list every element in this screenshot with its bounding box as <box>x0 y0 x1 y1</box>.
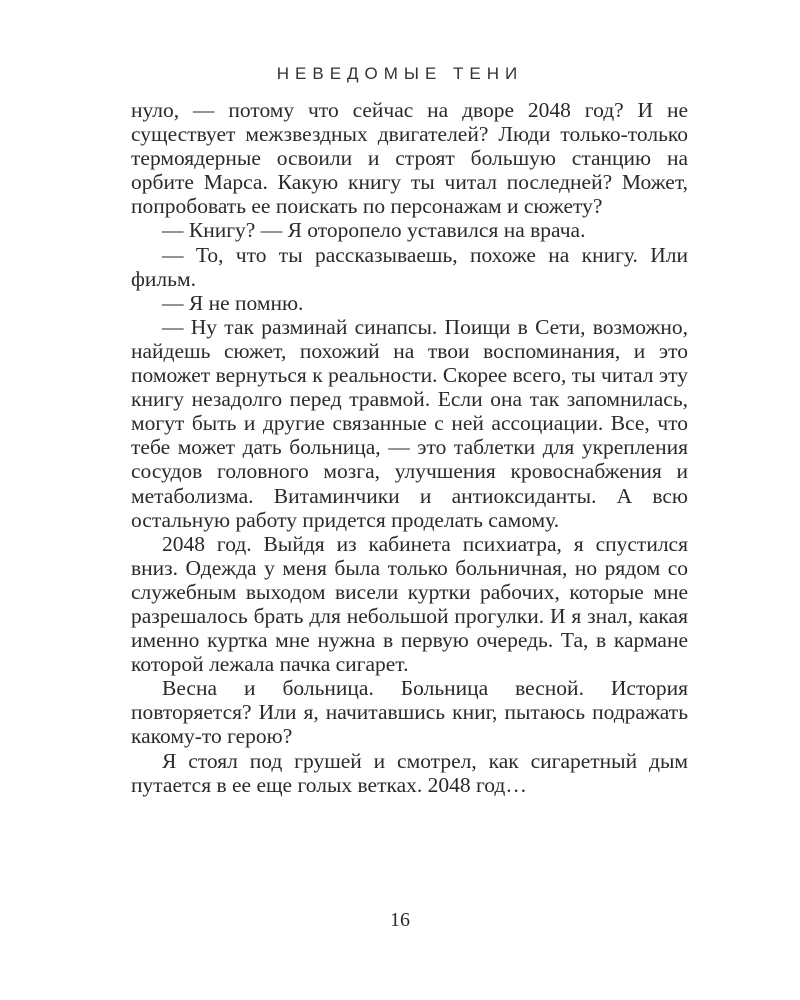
paragraph: — Ну так разминай синапсы. Поищи в Сети, возможно, найдешь сюжет, похожий на твои воспоминания, и это поможет вернуться к реальности. Скорее всего, ты читал эту книгу незадолго перед травмой. Если она так запомнилась, могут быть и другие связанные с ней ассоциации. Все, что тебе может дать больница, — это таблетки для укрепления сосудов головного мозга, улучшения кровоснабжения и метаболизма. Витаминчики и антиоксиданты. А всю остальную работу придется проделать самому. <box>131 314 688 532</box>
running-title: НЕВЕДОМЫЕ ТЕНИ <box>276 64 524 83</box>
paragraph: Весна и больница. Больница весной. История повторяется? Или я, начитавшись книг, пытаюсь подражать какому-то герою? <box>131 676 688 749</box>
paragraph: — То, что ты рассказываешь, похоже на книгу. Или фильм. <box>131 242 688 291</box>
paragraph: Я стоял под грушей и смотрел, как сигаретный дым путается в ее еще голых ветках. 2048 год… <box>131 748 688 797</box>
paragraph: — Книгу? — Я оторопело уставился на врача. <box>162 218 586 243</box>
paragraph: 2048 год. Выйдя из кабинета психиатра, я спустился вниз. Одежда у меня была только больничная, но рядом со служебным выходом висели куртки рабочих, которые мне разрешалось брать для небольшой прогулки. И я знал, какая именно куртка мне нужна в первую очередь. Та, в кармане которой лежала пачка сигарет. <box>131 531 688 677</box>
paragraph: — Я не помню. <box>162 290 304 315</box>
body-text <box>131 98 688 797</box>
paragraph: нуло, — потому что сейчас на дворе 2048 год? И не существует межзвездных двигателей? Люди только-только термоядерные освоили и строят большую станцию на орбите Марса. Какую книгу ты читал последней? Может, попробовать ее поискать по персонажам и сюжету? <box>131 98 688 219</box>
page-number: 16 <box>390 909 410 931</box>
